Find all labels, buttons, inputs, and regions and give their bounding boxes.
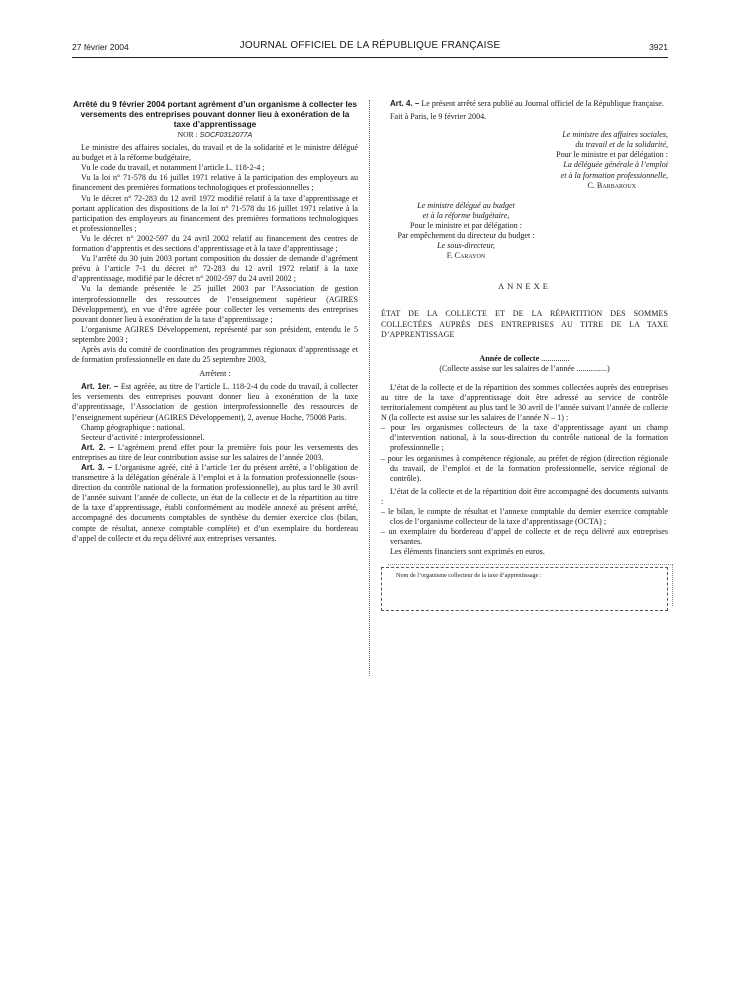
sig2-sous-directeur: Le sous-directeur, <box>437 241 495 251</box>
signature-block-2 <box>381 201 551 262</box>
sig1-delegate-line2: et à la formation professionnelle, <box>560 170 668 180</box>
preamble-vu-demande: Vu la demande présentée le 25 juillet 2003 par l’Association de gestion interprofessionnelle des ressources de l’enseignement supérieur (AGIRES Développement), en vue d’être agréée pour collecter les versements des entreprises pouvant donner lieu à exonération de la taxe d’apprentissage ; <box>72 284 358 324</box>
article-1-label: Art. 1er. – <box>81 382 119 392</box>
annexe-paragraph-2: L’état de la collecte et de la répartition doit être accompagné des documents suivants : <box>381 486 668 506</box>
arretent-heading: Arrêtent : <box>199 369 231 379</box>
annexe-bullet-bilan: – le bilan, le compte de résultat et l’annexe comptable du dernier exercice comptable clos de l’organisme collecteur de la taxe d’apprentissage (OCTA) ; <box>381 507 668 527</box>
left-column <box>72 99 358 544</box>
header-rule <box>72 57 668 58</box>
fait-a-paris: Fait à Paris, le 9 février 2004. <box>390 112 487 122</box>
sig1-delegate-line1: La déléguée générale à l’emploi <box>563 160 668 170</box>
sig1-role-line2: du travail et de la solidarité, <box>575 140 668 150</box>
article-4-label: Art. 4. – <box>390 99 420 108</box>
article-3-text: L’organisme agréé, cité à l’article 1er du présent arrêté, a l’obligation de transmettre à la délégation générale à l’emploi et à la formation professionnelle (sous-direction du contrôle national de la formation professionnelle), au plus tard le 30 avril de l’année suivant l’année de collecte, un état de la collecte et de la répartition au titre de la taxe d’apprentissage, établi conformément au modèle annexé au présent arrêté, accompagné des documents comptables de synthèse du dernier exercice clos (bilan, compte de résultat, annexe comptable complète) et d’un exemplaire du bordereau d’appel de collecte et du reçu délivré aux entreprises versantes. <box>72 463 358 543</box>
preamble-ministers: Le ministre des affaires sociales, du travail et de la solidarité et le ministre délégué au budget et à la réforme budgétaire, <box>72 143 358 163</box>
annexe-bullet-bordereau: – un exemplaire du bordereau d’appel de collecte et de reçu délivré aux entreprises versantes. <box>381 527 668 547</box>
article-4 <box>381 99 668 109</box>
sig2-empechement: Par empêchement du directeur du budget : <box>397 231 535 241</box>
preamble-vu-arrete: Vu l’arrêté du 30 juin 2003 portant composition du dossier de demande d’agrément prévu à l’article 7-1 du décret n° 72-283 du 12 avril 1972 relatif à la taxe d’apprentissage, modifié par le décret n° 2002-597 du 24 avril 2002 ; <box>72 254 358 284</box>
sig2-role-line1: Le ministre délégué au budget <box>417 200 515 210</box>
article-3 <box>72 463 358 544</box>
preamble-vu-code: Vu le code du travail, et notamment l’article L. 118-2-4 ; <box>81 163 265 173</box>
annexe-bullet-regional: – pour les organismes à compétence régionale, au préfet de région (direction régionale du travail, de l’emploi et de la formation professionnelle, service régional de contrôle). <box>381 453 668 483</box>
article-2 <box>72 443 358 463</box>
annexe-heading: ANNEXE <box>498 281 551 292</box>
sig2-role-line2: et à la réforme budgétaire, <box>422 210 510 220</box>
article-3-label: Art. 3. – <box>81 463 113 472</box>
preamble-organisme: L’organisme AGIRES Développement, représenté par son président, entendu le 5 septembre 2003 ; <box>72 324 358 344</box>
annee-collecte-label: Année de collecte <box>479 353 540 363</box>
nor-value: SOCF0312077A <box>199 130 253 139</box>
nor-reference <box>72 130 358 140</box>
organisme-name-box <box>381 567 668 611</box>
preamble-vu-loi: Vu la loi n° 71-578 du 16 juillet 1971 relative à la participation des employeurs au financement des premières formations technologiques et professionnelles ; <box>72 173 358 193</box>
annexe-bullet-national: – pour les organismes collecteurs de la taxe d’apprentissage ayant un champ d’intervention national, à la sous-direction du contrôle national de la formation professionnelle ; <box>381 423 668 453</box>
decree-title: Arrêté du 9 février 2004 portant agrément d’un organisme à collecter les versements des entreprises pouvant donner lieu à exonération de la taxe d’apprentissage <box>72 99 358 129</box>
secteur-activite: Secteur d’activité : interprofessionnel. <box>81 432 205 442</box>
sig2-name: F. Carayon <box>446 251 486 261</box>
nor-label: NOR : <box>177 130 200 139</box>
sig2-pour: Pour le ministre et par délégation : <box>410 220 522 230</box>
sig1-name: C. Barbaroux <box>587 180 636 190</box>
article-1-text: Est agréée, au titre de l’article L. 118-2-4 du code du travail, à collecter les versements des entreprises pouvant donner lieu à exonération de la taxe d’apprentissage, l’Association de gestion interprofessionnelle des ressources de l’enseignement supérieur (AGIRES Développement), 2, avenue Hoche, 75008 Paris. <box>72 382 359 422</box>
article-2-text: L’agrément prend effet pour la première fois pour les versements des entreprises au titre de leur contribution assise sur les salaires de l’année 2003. <box>72 442 359 462</box>
organisme-name-label: Nom de l’organisme collecteur de la taxe d’apprentissage : <box>396 572 542 580</box>
article-4-text: Le présent arrêté sera publié au Journal officiel de la République française. <box>419 99 664 108</box>
page-header <box>72 42 668 54</box>
journal-title: JOURNAL OFFICIEL DE LA RÉPUBLIQUE FRANÇAISE <box>239 40 501 51</box>
preamble-vu-decret-1972: Vu le décret n° 72-283 du 12 avril 1972 modifié relatif à la taxe d’apprentissage et portant application des dispositions de la loi n° 71-578 du 16 juillet 1971 relative à la participation des employeurs au financement des premières formations technologiques et professionnelles ; <box>72 193 358 233</box>
preamble-apres-avis: Après avis du comité de coordination des programmes régionaux d’apprentissage et de formation professionnelle en date du 25 septembre 2003, <box>72 344 358 365</box>
annee-collecte-dots: .............. <box>539 353 570 363</box>
annexe-paragraph-3: Les éléments financiers sont exprimés en euros. <box>390 547 545 557</box>
right-column <box>381 99 668 611</box>
annee-collecte <box>381 354 668 364</box>
article-2-label: Art. 2. – <box>81 442 114 452</box>
annexe-paragraph-1: L’état de la collecte et de la répartition des sommes collectées auprès des entreprises au titre de la taxe d’apprentissage doit être adressé au service de contrôle territorialement compétent au plus tard le 30 avril de l’année suivant l’année de collecte N (la collecte est assise sur les salaires de l’année N – 1) : <box>381 382 668 423</box>
column-divider <box>369 100 370 676</box>
sig1-pour: Pour le ministre et par délégation : <box>556 150 668 160</box>
article-1 <box>72 382 358 422</box>
page-number: 3921 <box>649 42 668 52</box>
signature-block-1 <box>381 130 668 191</box>
box-offset-border <box>388 564 673 606</box>
etat-title: ÉTAT DE LA COLLECTE ET DE LA RÉPARTITION DES SOMMES COLLECTÉES AUPRÈS DES ENTREPRISES AU TITRE DE LA TAXE D’APPRENTISSAGE <box>381 309 668 339</box>
sig1-role-line1: Le ministre des affaires sociales, <box>562 130 668 140</box>
collecte-assise: (Collecte assise sur les salaires de l’année ...............) <box>439 363 610 373</box>
header-date: 27 février 2004 <box>72 42 129 52</box>
champ-geographique: Champ géographique : national. <box>81 422 185 432</box>
preamble-vu-decret-2002: Vu le décret n° 2002-597 du 24 avril 2002 relatif au financement des centres de formation d’apprentis et des sections d’apprentissage et à la taxe d’apprentissage ; <box>72 233 358 254</box>
